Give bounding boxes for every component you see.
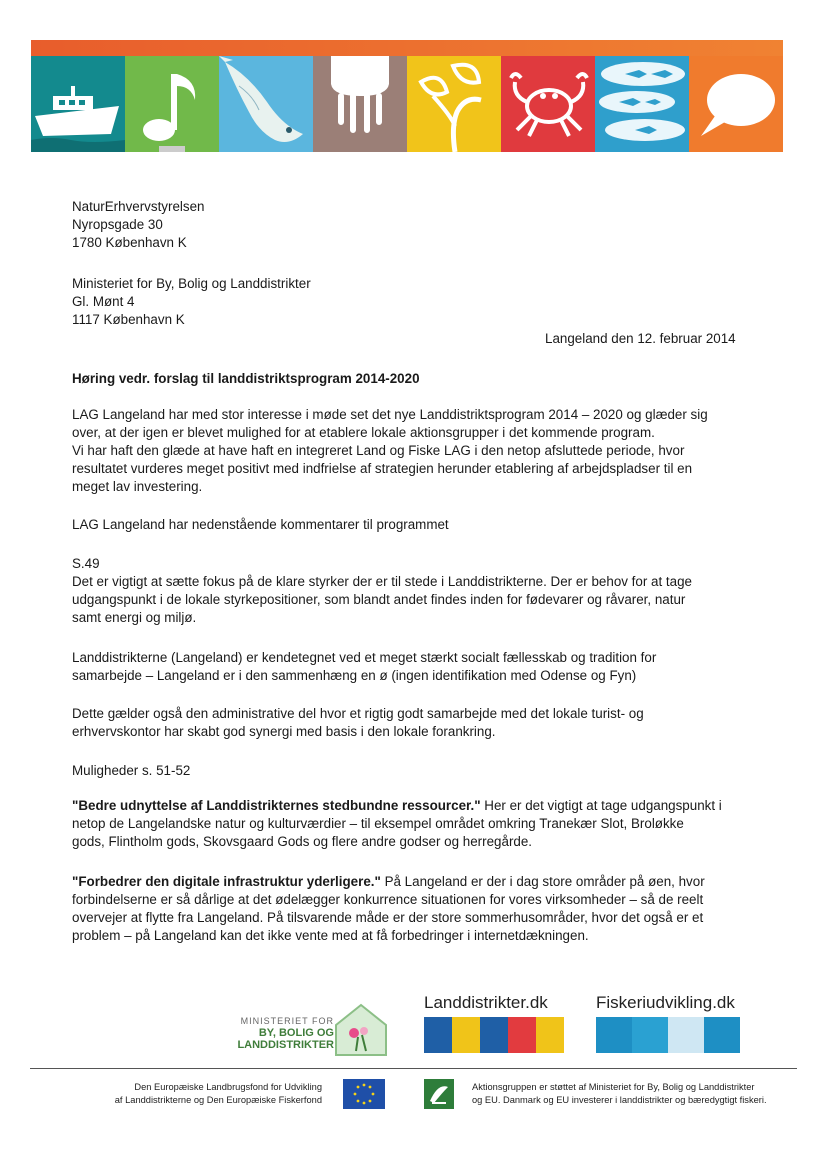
comments-intro: LAG Langeland har nedenstående kommentarer til programmet [72, 517, 449, 532]
place-date: Langeland den 12. februar 2014 [545, 331, 736, 346]
section-label: S.49 [72, 556, 100, 571]
text-line: netop de Langelandske natur og kulturværdier – til eksempel området omkring Tranekær Slot, Broløkke [72, 816, 684, 831]
landdistrikter-logo-tiles [424, 1017, 564, 1053]
address-line: Gl. Mønt 4 [72, 294, 135, 309]
text-line: forbindelserne er så dårlige at det ødelægger konkurrence situationen for vores virksomheder – så de reelt [72, 892, 704, 907]
address-line: 1780 København K [72, 235, 187, 250]
text-line: resultatet vurderes meget positivt med indfrielse af strategien herunder etablering af arbejdspladser til en [72, 461, 693, 476]
text-span: Her er det vigtigt at tage udgangspunkt i [480, 798, 722, 813]
landdistrikter-paragraph [72, 649, 762, 685]
footer-line: og EU. Danmark og EU investerer i landdistrikter og bæredygtigt fiskeri. [472, 1095, 767, 1105]
footer-right-text [472, 1081, 767, 1107]
fish-school-icon [595, 56, 689, 152]
recipient-address-1 [72, 198, 762, 252]
eu-flag-icon [343, 1079, 385, 1109]
muligheder-heading: Muligheder s. 51-52 [72, 763, 191, 778]
banner-tile-sprout [407, 56, 501, 152]
footer-line: Aktionsgruppen er støttet af Ministeriet for By, Bolig og Landdistrikter [472, 1082, 755, 1092]
flower-icon [536, 1017, 564, 1053]
wave-icon [668, 1017, 704, 1053]
address-line: Ministeriet for By, Bolig og Landdistrikter [72, 276, 311, 291]
digital-quote: "Forbedrer den digitale infrastruktur yderligere." [72, 874, 381, 889]
banner-tile-fish [219, 56, 313, 152]
gear-icon [452, 1017, 480, 1053]
music-note-icon [125, 56, 219, 152]
ministry-logo-line: MINISTERIET FOR [240, 1016, 334, 1026]
banner-tile-jellyfish [313, 56, 407, 152]
intro-paragraph [72, 406, 762, 496]
fiskeri-logo-tiles [596, 1017, 740, 1053]
gear-icon [480, 1017, 508, 1053]
text-line: over, at der igen er blevet mulighed for at etablere lokale aktionsgrupper i det kommende program. [72, 425, 655, 440]
sprout-icon [407, 56, 501, 152]
recipient-address-2 [72, 275, 762, 329]
wheat-icon [424, 1017, 452, 1053]
at-sign-icon [508, 1017, 536, 1053]
footer-line: af Landdistrikterne og Den Europæiske Fiskerfond [114, 1095, 322, 1105]
text-line: erhvervskontor har skabt god synergi med basis i den lokale forankring. [72, 724, 496, 739]
text-span: På Langeland er der i dag store områder på øen, hvor [380, 874, 705, 889]
text-line: samt energi og miljø. [72, 610, 197, 625]
ministry-logo-line: LANDDISTRIKTER [237, 1039, 334, 1051]
resources-paragraph [72, 797, 762, 851]
text-line: LAG Langeland har med stor interesse i møde set det nye Landdistriktsprogram 2014 – 2020 og glæder sig [72, 407, 708, 422]
boat-icon [596, 1017, 632, 1053]
boat-icon [31, 56, 125, 152]
ministry-logo-text [228, 1015, 334, 1051]
address-line: NaturErhvervstyrelsen [72, 199, 205, 214]
admin-paragraph [72, 705, 762, 741]
lighthouse-icon [704, 1017, 740, 1053]
text-line: problem – på Langeland kan det ikke vente med at få forbedringer i internetdækningen. [72, 928, 589, 943]
banner-tile-bubble [689, 56, 783, 152]
fish-icon [632, 1017, 668, 1053]
s49-section [72, 555, 762, 627]
subject-heading: Høring vedr. forslag til landdistriktsprogram 2014-2020 [72, 371, 420, 386]
text-line: overvejer at flytte fra Langeland. På tilsvarende måde er der store sommerhusområder, hvor det også er et [72, 910, 704, 925]
address-line: 1117 København K [72, 312, 185, 327]
fish-icon [219, 56, 313, 152]
ministry-house-icon [334, 1003, 388, 1057]
ministry-logo-line: BY, BOLIG OG [258, 1027, 334, 1039]
banner-tile-note [125, 56, 219, 152]
text-line: Landdistrikterne (Langeland) er kendetegnet ved et meget stærkt socialt fællesskab og tradition for [72, 650, 657, 665]
digital-paragraph [72, 873, 762, 945]
footer-divider [30, 1068, 797, 1069]
text-line: udgangspunkt i de lokale styrkepositioner, som blandt andet findes inden for fødevarer og råvarer, natur [72, 592, 686, 607]
text-line: Dette gælder også den administrative del hvor et rigtig godt samarbejde med det lokale turist- og [72, 706, 644, 721]
text-line: samarbejde – Langeland er i den sammenhæng en ø (ingen identifikation med Odense og Fyn) [72, 668, 637, 683]
text-line: Vi har haft den glæde at have haft en integreret Land og Fiske LAG i den netop afsluttede periode, hvor [72, 443, 685, 458]
footer-line: Den Europæiske Landbrugsfond for Udvikling [134, 1082, 322, 1092]
address-line: Nyropsgade 30 [72, 217, 163, 232]
leader-logo-icon [424, 1079, 454, 1109]
header-banner [31, 40, 783, 152]
text-line: gods, Flintholm gods, Skovsgaard Gods og flere andre godser og herregårde. [72, 834, 533, 849]
banner-stripe [31, 40, 783, 56]
banner-tile-boat [31, 56, 125, 152]
crab-icon [501, 56, 595, 152]
banner-tile-fishes [595, 56, 689, 152]
text-line: meget lav investering. [72, 479, 203, 494]
resources-quote: "Bedre udnyttelse af Landdistrikternes stedbundne ressourcer." [72, 798, 481, 813]
fiskeri-logo-title: Fiskeriudvikling.dk [596, 993, 735, 1012]
footer-left-text [72, 1081, 322, 1107]
jellyfish-icon [313, 56, 407, 152]
banner-tile-crab [501, 56, 595, 152]
text-line: Det er vigtigt at sætte fokus på de klare styrker der er til stede i Landdistrikterne. Der er behov for at tage [72, 574, 692, 589]
speech-bubble-icon [689, 56, 783, 152]
landdistrikter-logo-title: Landdistrikter.dk [424, 993, 548, 1012]
footer-logos [0, 995, 827, 1065]
